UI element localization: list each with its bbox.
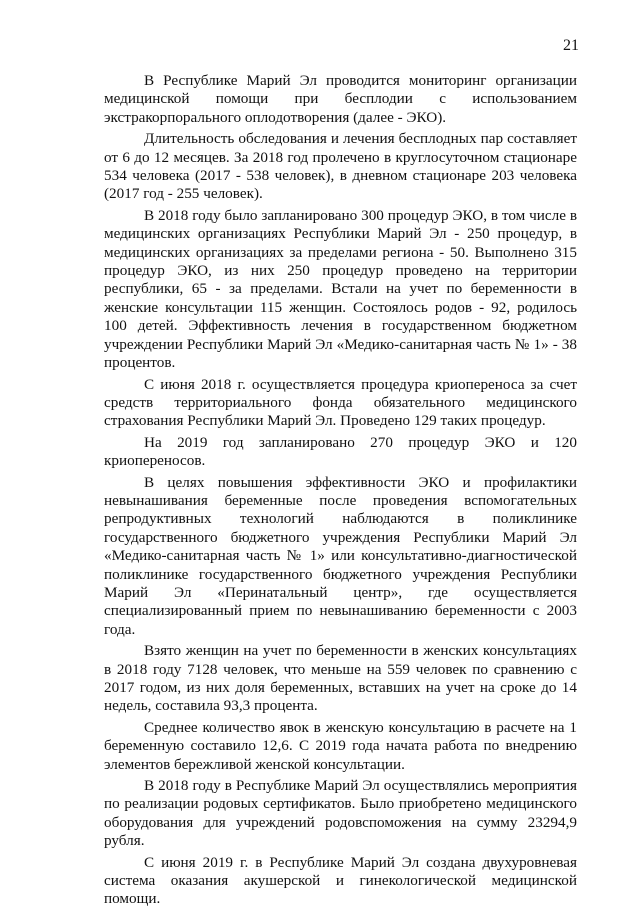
document-body (104, 72, 577, 912)
paragraph-cryotransfer: С июня 2018 г. осуществляется процедура криопереноса за счет средств территориального фонда обязательного медицинского страхования Республики Марий Эл. Проведено 129 таких процедур. (104, 375, 577, 430)
paragraph-eco-monitoring: В Республике Марий Эл проводится мониторинг организации медицинской помощи при бесплодии с использованием экстракорпорального оплодотворения (далее - ЭКО). (104, 72, 577, 126)
paragraph-consultation-visits: Среднее количество явок в женскую консультацию в расчете на 1 беременную составило 12,6. С 2019 года начата работа по внедрению элементов бережливой женской консультации. (104, 718, 577, 773)
paragraph-plan-2019: На 2019 год запланировано 270 процедур ЭКО и 120 криопереносов. (104, 433, 577, 470)
paragraph-pregnancy-registration: Взято женщин на учет по беременности в женских консультациях в 2018 году 7128 человек, что меньше на 559 человек по сравнению с 2017 годом, из них доля беременных, вставших на учет на сроке до 14 недель, составила 93,3 процента. (104, 642, 577, 715)
paragraph-treatment-duration: Длительность обследования и лечения бесплодных пар составляет от 6 до 12 месяцев. За 2018 год пролечено в круглосуточном стационаре 534 человека (2017 - 538 человек), в дневном стационаре 203 человека (2017 год - 255 человек). (104, 130, 577, 203)
page-number: 21 (563, 37, 579, 54)
paragraph-two-level-system: С июня 2019 г. в Республике Марий Эл создана двухуровневая система оказания акушерской и гинекологической медицинской помощи. (104, 853, 577, 908)
paragraph-birth-certificates: В 2018 году в Республике Марий Эл осуществлялись мероприятия по реализации родовых сертификатов. Было приобретено медицинского оборудования для учреждений родовспоможения на сумму 23294,9 рубля. (104, 777, 577, 850)
paragraph-eco-2018-results: В 2018 году было запланировано 300 процедур ЭКО, в том числе в медицинских организациях Республики Марий Эл - 250 процедур, в медицинских организациях за пределами региона - 50. Выполнено 315 процедур ЭКО, из них 250 процедур проведено на территории республики, 65 - за пределами. Встали на учет по беременности в женские консультации 115 женщин. Состоялось родов - 92, родилось 100 детей. Эффективность лечения в государственном бюджетном учреждении Республики Марий Эл «Медико-санитарная часть № 1» - 38 процентов. (104, 206, 577, 372)
paragraph-miscarriage-prevention: В целях повышения эффективности ЭКО и профилактики невынашивания беременные после проведения вспомогательных репродуктивных технологий наблюдаются в поликлинике государственного бюджетного учреждения Республики Марий Эл «Медико-санитарная часть № 1» или консультативно-диагностической поликлинике государственного бюджетного учреждения Республики Марий Эл «Перинатальный центр», где осуществляется специализированный прием по невынашиванию беременности с 2003 года. (104, 473, 577, 638)
